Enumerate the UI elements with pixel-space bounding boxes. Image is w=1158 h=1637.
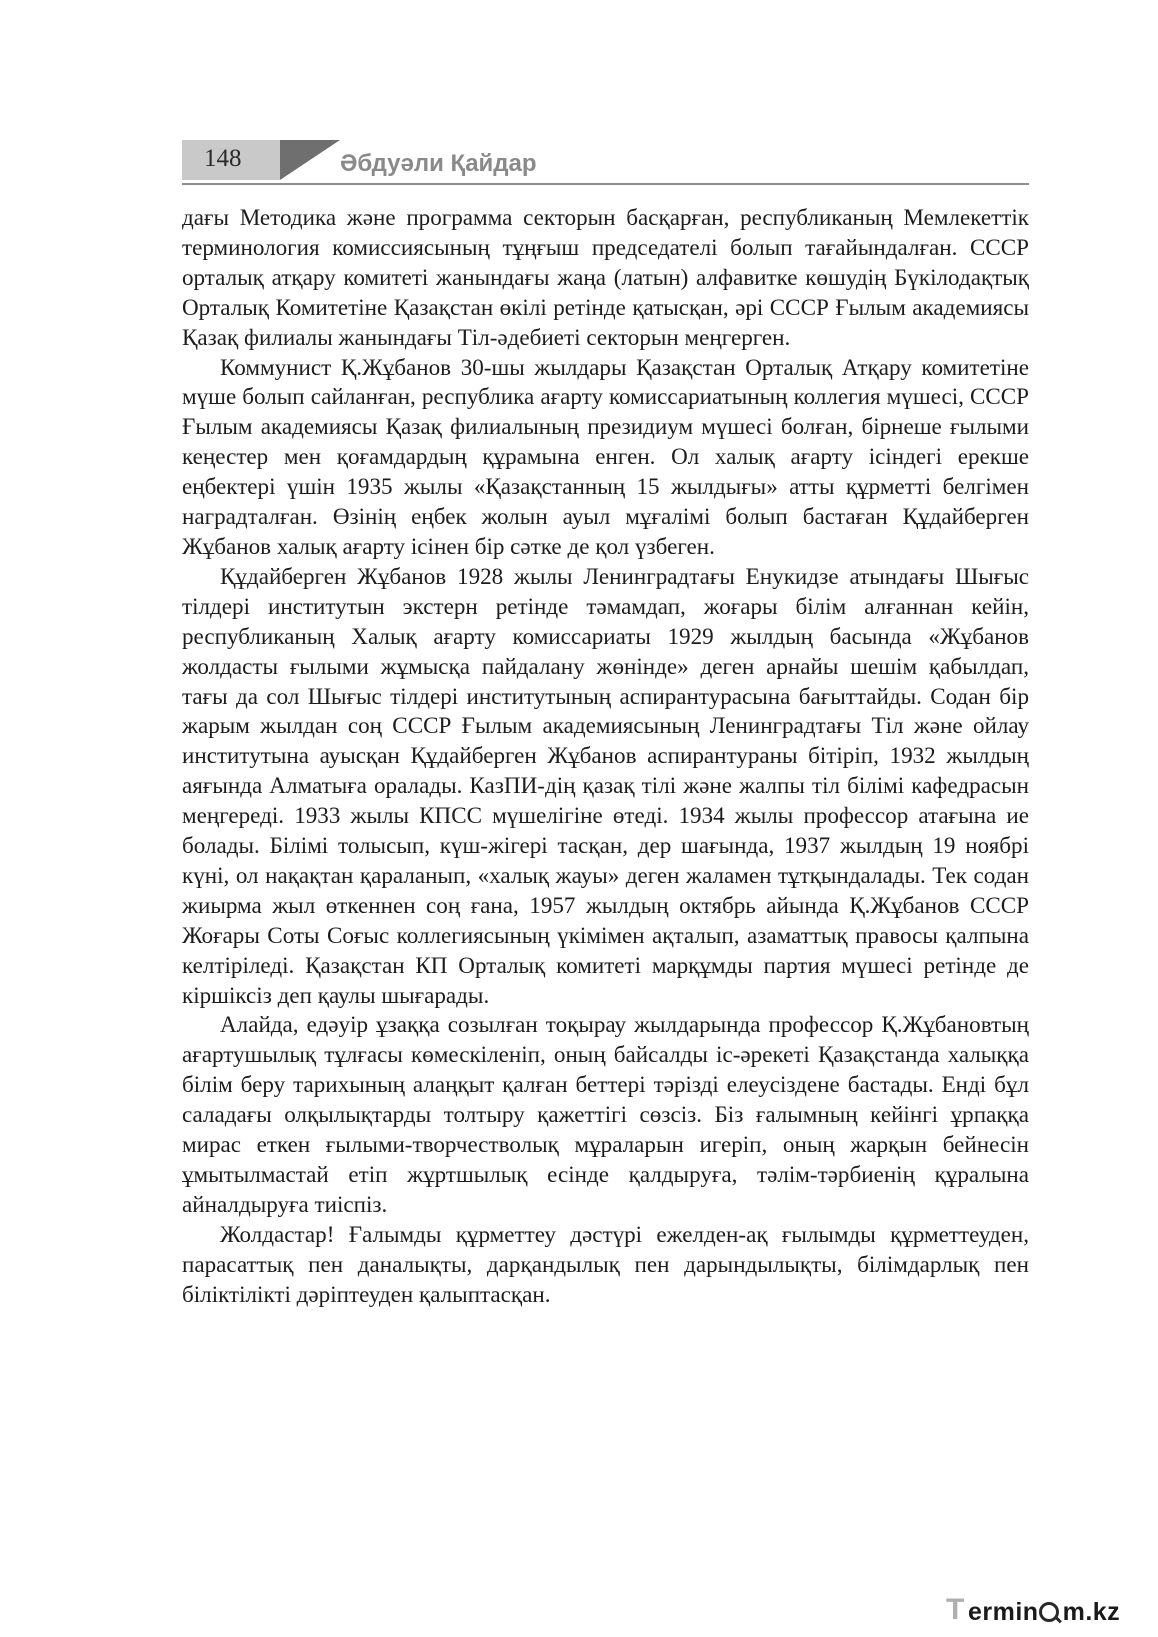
watermark-text-start: ermin <box>968 1598 1039 1626</box>
paragraph: Жолдастар! Ғалымды құрметтеу дәстүрі ежелден-ақ ғылымды құрметтеуден, парасаттық пен даналықты, дарқандылық пен дарындылықты, білімдарлық пен біліктілікті дәріптеуден қалыптасқан. <box>182 1220 1029 1307</box>
magnifier-icon <box>1039 1602 1059 1622</box>
paragraph: дағы Методика және программа секторын басқарған, республиканың Мемлекеттік терминология комиссиясының тұңғыш председателі болып тағайындалған. СССР орталық атқару комитеті жанындағы жаңа (латын) алфавитке көшудің Бүкілодақтық Орталық Комитетіне Қазақстан өкілі ретінде қатысқан, әрі СССР Ғылым академиясы Қазақ филиалы жанындағы Тіл-әдебиеті секторын меңгерген. <box>182 204 1029 350</box>
paragraph: Құдайберген Жұбанов 1928 жылы Ленинградтағы Енукидзе атындағы Шығыс тілдері институтын экстерн ретінде тәмамдап, жоғары білім алғаннан кейін, республиканың Халық ағарту комиссариаты 1929 жылдың басында «Жұбанов жолдасты ғылыми жұмысқа пайдалану жөнінде» деген арнайы шешім қабылдап, тағы да сол Шығыс тілдері институтының аспирантурасына бағыттайды. Содан бір жарым жылдан соң СССР Ғылым академиясының Ленинградтағы Тіл және ойлау институтына ауысқан Құдайберген Жұбанов аспирантураны бітіріп, 1932 жылдың аяғында Алматыға оралады. КазПИ-дің қазақ тілі және жалпы тіл білімі кафедрасын меңгереді. 1933 жылы КПСС мүшелігіне өтеді. 1934 жылы профессор атағына ие болады. Білімі толысып, күш-жігері тасқан, дер шағында, 1937 жылдың 19 ноябрі күні, ол нақақтан қараланып, «халық жауы» деген жаламен тұтқындалады. Тек содан жиырма жыл өткеннен соң ғана, 1957 жылдың октябрь айында Қ.Жұбанов СССР Жоғары Соты Соғыс коллегиясының үкімімен ақталып, азаматтық правосы қалпына келтіріледі. Қазақстан КП Орталық комитеті марқұмды партия мүшесі ретінде де кіршіксіз деп қаулы шығарады. <box>182 562 1029 1008</box>
watermark-initial: T <box>946 1593 965 1626</box>
body-text <box>182 203 1029 1310</box>
header-arrow-decoration <box>280 140 340 180</box>
page-header <box>182 140 1029 188</box>
termincom-watermark <box>946 1592 1146 1632</box>
page-number: 148 <box>204 145 242 172</box>
watermark-text-end: m.kz <box>1062 1598 1121 1626</box>
page-number-tab <box>182 140 280 180</box>
header-rule <box>182 183 1029 185</box>
paragraph: Коммунист Қ.Жұбанов 30-шы жылдары Қазақстан Орталық Атқару комитетіне мүше болып сайланған, республика ағарту комиссариатының коллегия мүшесі, СССР Ғылым академиясы Қазақ филиалының президиум мүшесі болған, бірнеше ғылыми кеңестер мен қоғамдардың құрамына енген. Ол халық ағарту ісіндегі ерекше еңбектері үшін 1935 жылы «Қазақстанның 15 жылдығы» атты құрметті белгімен наградталған. Өзінің еңбек жолын ауыл мұғалімі болып бастаған Құдайберген Жұбанов халық ағарту ісінен бір сәтке де қол үзбеген. <box>182 353 1029 559</box>
running-title: Әбдуәли Қайдар <box>340 150 537 177</box>
paragraph: Алайда, едәуір ұзаққа созылған тоқырау жылдарында профессор Қ.Жұбановтың ағартушылық тұлғасы көмескіленіп, оның байсалды іс-әрекеті Қазақстанда халыққа білім беру тарихының алаңқыт қалған беттері тәрізді елеусіздене бастады. Енді бұл саладағы олқылықтарды толтыру қажеттігі сөзсіз. Біз ғалымның кейінгі ұрпаққа мирас еткен ғылыми-творчестволық мұраларын игеріп, оның жарқын бейнесін ұмытылмастай етіп жұртшылық есінде қалдыруға, тәлім-тәрбиенің құралына айналдыруға тиіспіз. <box>182 1011 1029 1217</box>
